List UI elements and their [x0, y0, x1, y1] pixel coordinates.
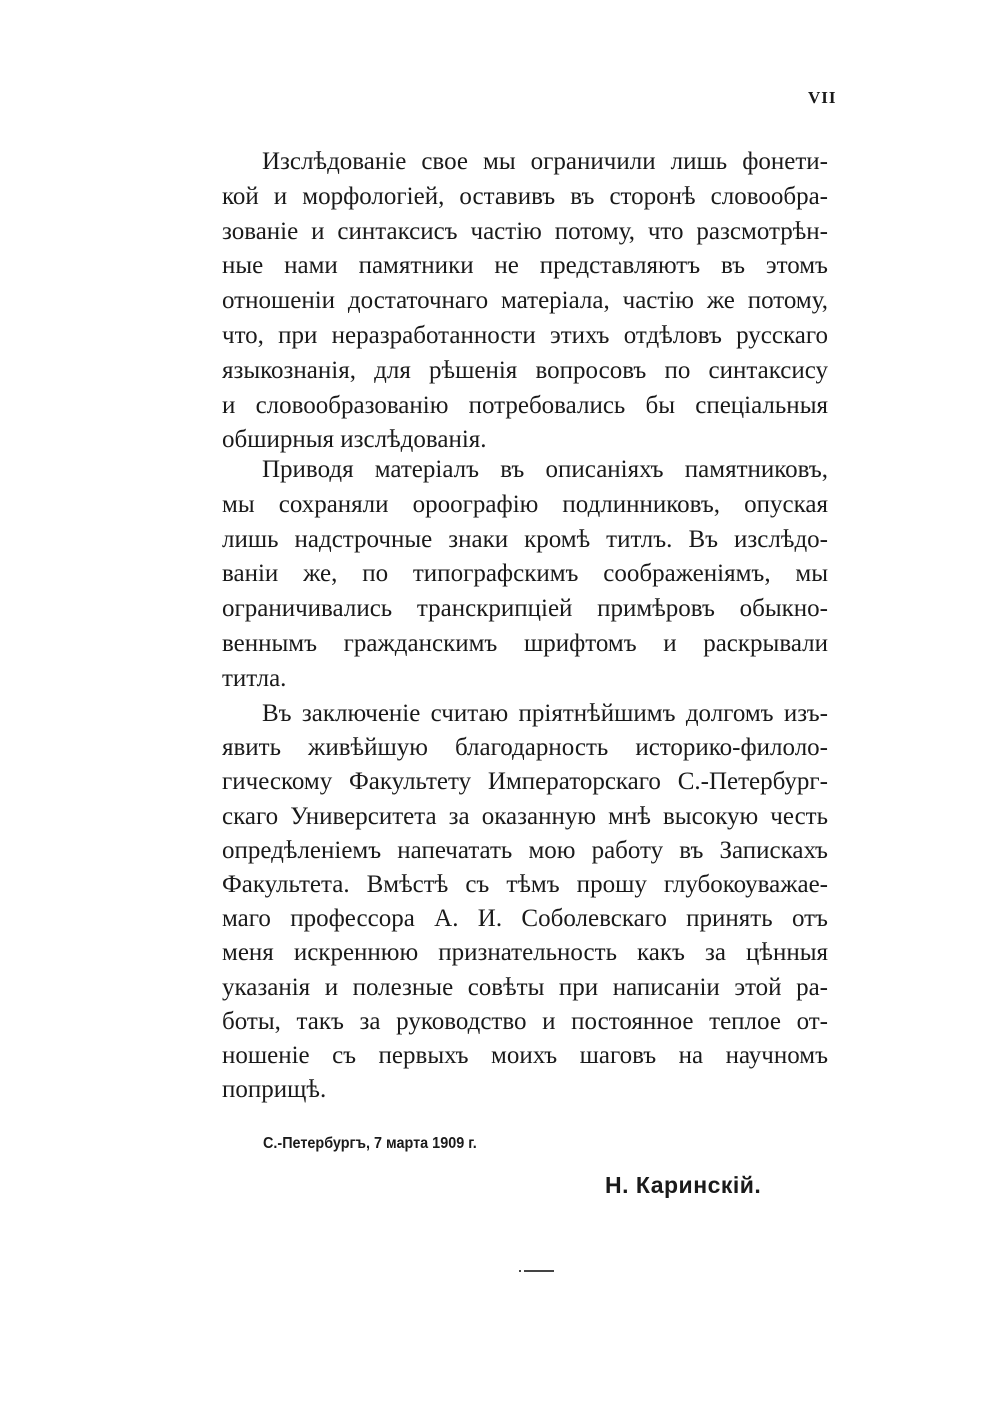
paragraph-2-line: Приводя матеріалъ въ описаніяхъ памятниковъ, — [262, 456, 828, 483]
place-and-date: С.-Петербургъ, 7 марта 1909 г. — [263, 1135, 477, 1152]
author-signature: Н. Каринскій. — [605, 1172, 762, 1198]
paragraph-1-line: Изслѣдованіе свое мы ограничили лишь фонети- — [262, 148, 828, 175]
printer-mark — [524, 1270, 554, 1272]
paragraph-1-line: и словообразованію потребовались бы спеціальныя — [222, 391, 828, 419]
paragraph-3-line: опредѣленіемъ напечатать мою работу въ Запискахъ — [222, 836, 828, 864]
paragraph-2-line: ограничивались транскрипціей примѣровъ обыкно- — [222, 595, 828, 623]
paragraph-3-line: явить живѣйшую благодарность историко-филоло- — [222, 734, 828, 762]
page-number: VII — [808, 88, 837, 107]
paragraph-2-line: мы сохраняли ороографію подлинниковъ, опуская — [222, 490, 828, 518]
paragraph-3-line: Въ заключеніе считаю пріятнѣйшимъ долгомъ изъ- — [262, 700, 828, 727]
paragraph-3-line: ношеніе съ первыхъ моихъ шаговъ на научномъ — [222, 1042, 828, 1069]
paragraph-1-line: обширныя изслѣдованія. — [222, 426, 487, 454]
paragraph-3-line: меня искреннюю признательность какъ за цѣнныя — [222, 939, 828, 967]
paragraph-2-line: ваніи же, по типографскимъ соображеніямъ, мы — [222, 560, 828, 588]
paragraph-1-line: языкознанія, для рѣшенія вопросовъ по синтаксису — [222, 356, 828, 384]
paragraph-3-line: гическому Факультету Императорскаго С.-Петербург- — [222, 768, 828, 796]
paragraph-2-line: лишь надстрочные знаки кромѣ титлъ. Въ изслѣдо- — [222, 525, 828, 553]
paragraph-1-line: ные нами памятники не представляютъ въ этомъ — [222, 252, 828, 280]
paragraph-1-line: кой и морфологіей, оставивъ въ сторонѣ словообра- — [222, 182, 828, 210]
paragraph-3-line: поприщѣ. — [222, 1076, 327, 1104]
paragraph-2-line: веннымъ гражданскимъ шрифтомъ и раскрывали — [222, 630, 828, 657]
paragraph-3-line: скаго Университета за оказанную мнѣ высокую честь — [222, 802, 828, 830]
paragraph-1-line: отношеніи достаточнаго матеріала, частію же потому, — [222, 287, 828, 315]
paragraph-3-line: указанія и полезные совѣты при написаніи этой ра- — [222, 973, 828, 1001]
paragraph-3-line: Факультета. Вмѣстѣ съ тѣмъ прошу глубокоуважае- — [222, 871, 828, 898]
paragraph-1-line: зованіе и синтаксисъ частію потому, что разсмотрѣн- — [222, 217, 828, 245]
paragraph-1-line: что, при неразработанности этихъ отдѣловъ русскаго — [222, 322, 828, 349]
paragraph-3-line: маго профессора А. И. Соболевскаго принять отъ — [222, 905, 828, 933]
paragraph-3-line: боты, такъ за руководство и постоянное теплое от- — [222, 1007, 828, 1035]
paragraph-2-line: титла. — [222, 664, 287, 692]
